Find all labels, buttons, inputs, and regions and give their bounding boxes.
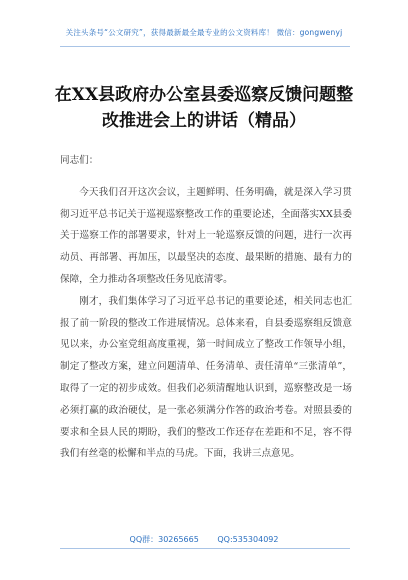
- header-divider: [60, 46, 350, 47]
- paragraph-2: 刚才，我们集体学习了习近平总书记的重要论述，相关同志也汇报了前一阶段的整改工作进展情况。总体来看，自县委巡察组反馈意见以来，办公室党组高度重视，第一时间成立了整改工作领导小组，制定了整改方案，建立问题清单、任务清单、责任清单“三张清单”，取得了一定的初步成效。但我们必须清醒地认识到，巡察整改是一场必须打赢的政治硬仗，是一张必须满分作答的政治考卷。对照县委的要求和全县人民的期盼，我们的整改工作还存在差距和不足，容不得我们有丝毫的松懈和半点的马虎。下面，我讲三点意见。: [60, 295, 352, 460]
- page-header: [0, 0, 408, 58]
- document-body: [60, 150, 352, 465]
- page-footer: [0, 534, 408, 545]
- footer-qq-group: QQ群：30265665: [129, 535, 199, 544]
- salutation: 同志们：: [60, 155, 99, 166]
- footer-divider: [60, 548, 350, 549]
- paragraph-1: 今天我们召开这次会议，主题鲜明、任务明确，就是深入学习贯彻习近平总书记关于巡视巡察整改工作的重要论述，全面落实XX县委关于巡察工作的部署要求，针对上一轮巡察反馈的问题，进行一次再动员、再部署、再加压，以最坚决的态度、最果断的措施、最有力的保障，全力推动各项整改任务见底清零。: [60, 186, 352, 285]
- header-banner-text: 关注头条号“公文研究”，获得最新最全最专业的公文资料库！ 微信：gongwenyj: [65, 28, 343, 37]
- footer-qq: QQ:535304092: [217, 535, 279, 544]
- title-line-2: 改推进会上的讲话（精品）: [102, 111, 306, 131]
- document-title: [40, 82, 368, 134]
- title-line-1: 在XX县政府办公室县委巡察反馈问题整: [54, 85, 354, 105]
